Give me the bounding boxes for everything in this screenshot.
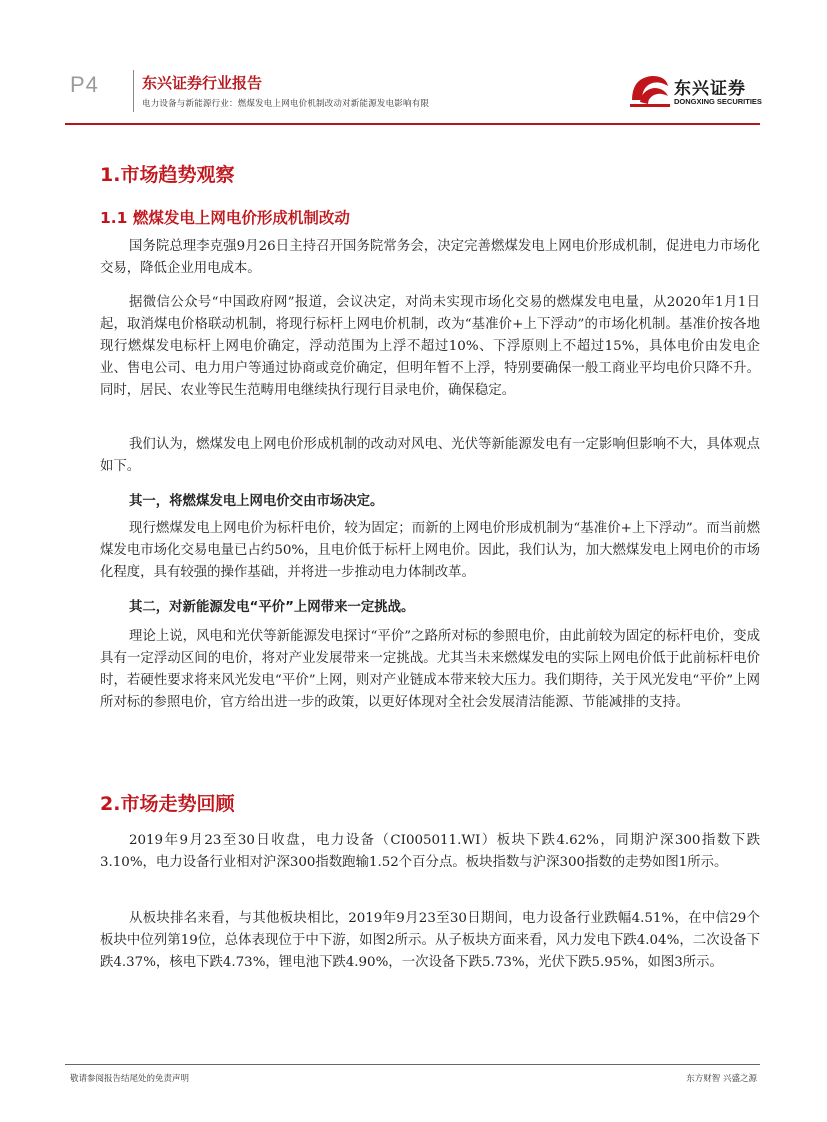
section2-heading: 2.市场走势回顾 xyxy=(100,793,235,815)
logo-text-cn: 东兴证券 xyxy=(674,79,746,99)
paragraph: 国务院总理李克强9月26日主持召开国务院常务会，决定完善燃煤发电上网电价形成机制，促进电力市场化交易，降低企业用电成本。 xyxy=(100,239,760,276)
paragraph: 现行燃煤发电上网电价为标杆电价，较为固定；而新的上网电价形成机制为“基准价+上下浮动”。而当前燃煤发电市场化交易电量已占约50%，且电价低于标杆上网电价。因此，我们认为，加大燃煤发电上网电价的市场化程度，具有较强的操作基础，并将进一步推动电力体制改革。 xyxy=(100,521,760,580)
paragraph: 据微信公众号“中国政府网”报道，会议决定，对尚未实现市场化交易的燃煤发电电量，从2020年1月1日起，取消煤电价格联动机制，将现行标杆上网电价机制，改为“基准价+上下浮动”的市场化机制。基准价按各地现行燃煤发电标杆上网电价确定，浮动范围为上浮不超过10%、下浮原则上不超过15%，具体电价由发电企业、售电公司、电力用户等通过协商或竞价确定，但明年暂不上浮，特别要确保一般工商业平均电价只降不升。同时，居民、农业等民生范畴用电继续执行现行目录电价，确保稳定。 xyxy=(100,295,760,398)
point-two-heading: 其二，对新能源发电“平价”上网带来一定挑战。 xyxy=(129,600,415,615)
report-title: 东兴证券行业报告 xyxy=(142,74,263,92)
paragraph: 理论上说，风电和光伏等新能源发电探讨“平价”之路所对标的参照电价，由此前较为固定的标杆电价，变成具有一定浮动区间的电价，将对产业发展带来一定挑战。尤其当未来燃煤发电的实际上网电价低于此前标杆电价时，若硬性要求将来风光发电“平价”上网，则对产业链成本带来较大压力。我们期待，关于风光发电“平价”上网所对标的参照电价，官方给出进一步的政策，以更好体现对全社会发展清洁能源、节能减排的支持。 xyxy=(100,629,760,710)
paragraph: 从板块排名来看，与其他板块相比，2019年9月23至30日期间，电力设备行业跌幅4.51%，在中信29个板块中位列第19位，总体表现位于中下游，如图2所示。从子板块方面来看，风力发电下跌4.04%，二次设备下跌4.37%，核电下跌4.73%，锂电池下跌4.90%，一次设备下跌5.73%，光伏下跌5.95%，如图3所示。 xyxy=(100,911,760,970)
logo-text-en: DONGXING SECURITIES xyxy=(674,97,762,106)
footer-disclaimer: 敬请参阅报告结尾处的免责声明 xyxy=(70,1074,190,1084)
point-one-heading: 其一，将燃煤发电上网电价交由市场决定。 xyxy=(129,494,384,509)
company-logo xyxy=(628,70,763,112)
header-rule xyxy=(65,123,760,125)
footer-rule xyxy=(65,1064,760,1065)
footer-slogan: 东方财智 兴盛之源 xyxy=(686,1074,757,1084)
logo-mark-icon xyxy=(628,70,672,112)
paragraph: 2019年9月23至30日收盘，电力设备（CI005011.WI）板块下跌4.62%，同期沪深300指数下跌3.10%，电力设备行业相对沪深300指数跑输1.52个百分点。板块指数与沪深300指数的走势如图1所示。 xyxy=(100,833,760,870)
section1-heading: 1.市场趋势观察 xyxy=(100,164,235,186)
page-number: P4 xyxy=(70,72,99,97)
section1-1-heading: 1.1 燃煤发电上网电价形成机制改动 xyxy=(100,209,350,227)
header-divider xyxy=(133,70,134,112)
paragraph: 我们认为，燃煤发电上网电价形成机制的改动对风电、光伏等新能源发电有一定影响但影响不大，具体观点如下。 xyxy=(100,437,760,474)
report-subtitle: 电力设备与新能源行业：燃煤发电上网电价机制改动对新能源发电影响有限 xyxy=(142,99,430,109)
